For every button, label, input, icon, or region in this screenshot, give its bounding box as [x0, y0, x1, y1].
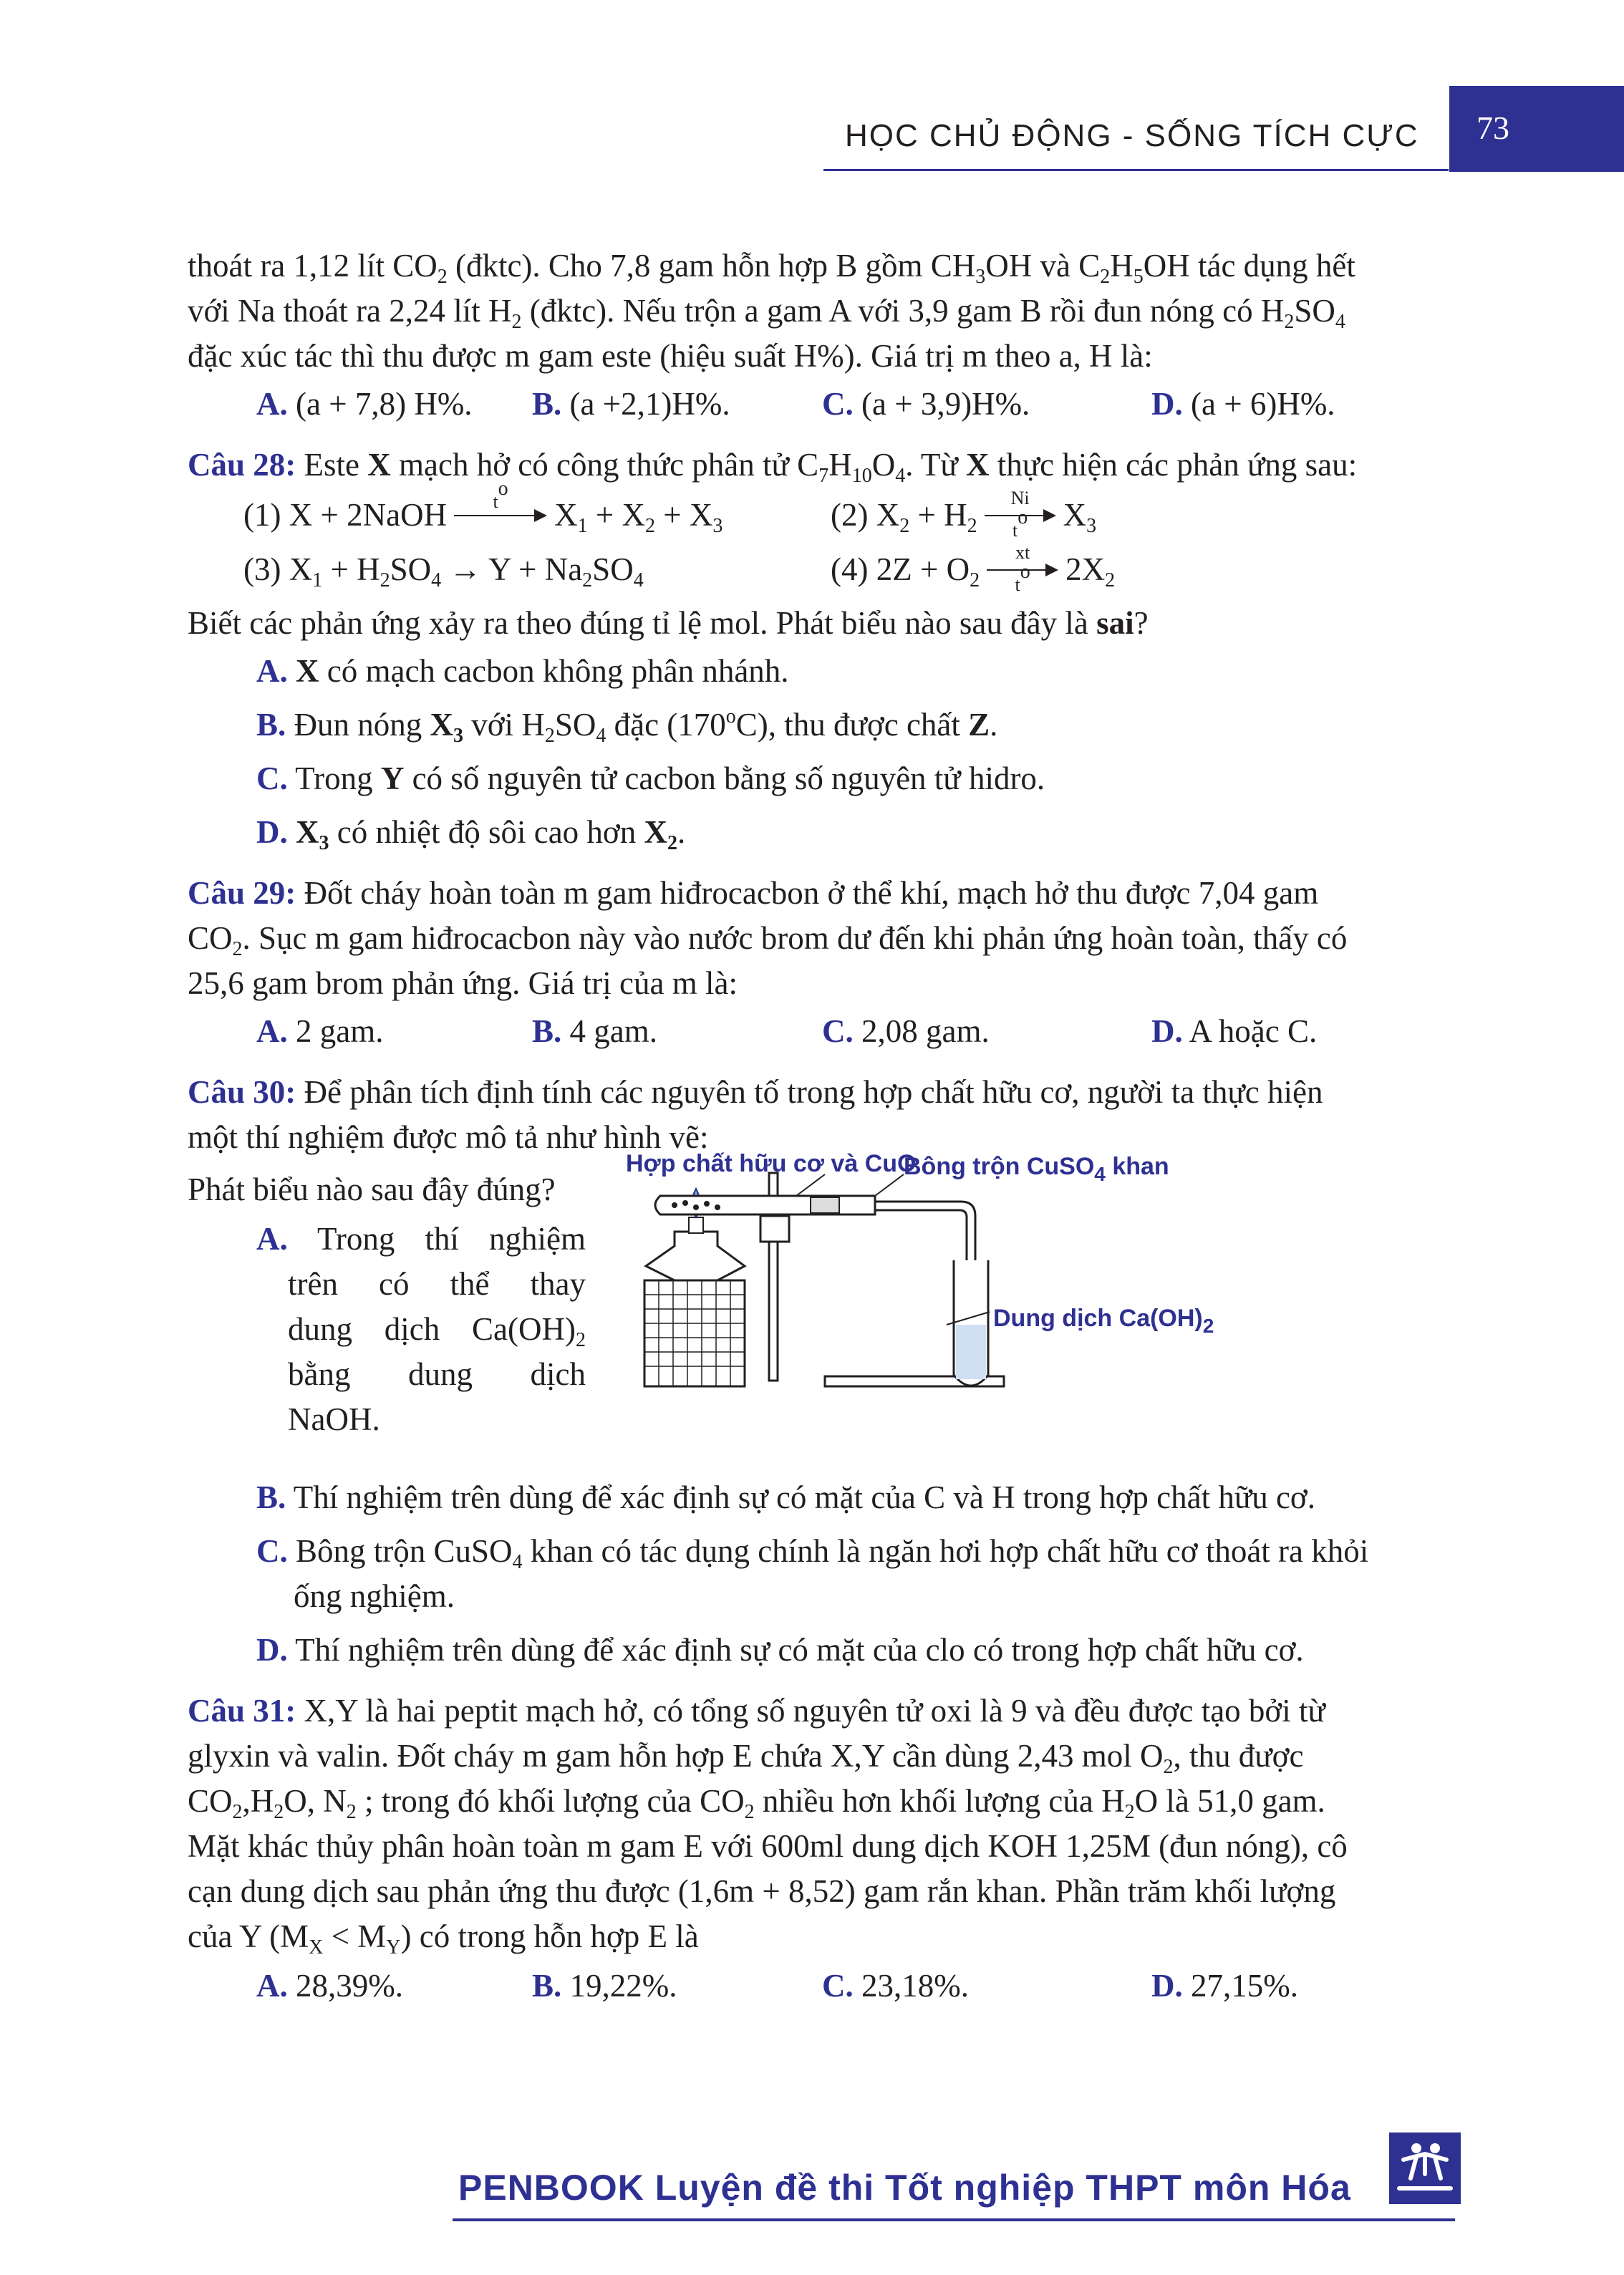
q30-line-2: một thí nghiệm được mô tả như hình vẽ:	[188, 1119, 709, 1155]
q31-line-3: $CO_2,H_2O$, $N_2$ ; trong đó khối lượng của $CO_2$ nhiều hơn khối lượng của $H_2O$ là 51,0 gam.	[188, 1783, 1325, 1823]
limewater	[956, 1325, 986, 1379]
q31-line-1: Câu 31: X,Y là hai peptit mạch hở, có tổng số nguyên tử oxi là 9 và đều được tạo bởi từ	[188, 1693, 1325, 1729]
label-cotton-cuso4: Bông trộn CuSO$_4$ khan	[904, 1153, 1169, 1185]
option-b[interactable]: B. 4 gam.	[532, 1013, 657, 1049]
q30-figure-block	[188, 1150, 1473, 1475]
option-c[interactable]: C. (a + 3,9)H%.	[822, 386, 1030, 422]
test-tube	[655, 1196, 875, 1214]
q28-reactions-row-2	[188, 542, 1473, 596]
option-c[interactable]: C. 23,18%.	[822, 1968, 969, 2004]
q29-line-1: Câu 29: Đốt cháy hoàn toàn m gam hiđrocacbon ở thể khí, mạch hở thu được 7,04 gam	[188, 875, 1319, 911]
q30-option-d[interactable]: D. Thí nghiệm trên dùng để xác định sự có mặt của clo có trong hợp chất hữu cơ.	[256, 1632, 1304, 1668]
q31-line-4: Mặt khác thủy phân hoàn toàn m gam E với 600ml dung dịch KOH 1,25M (đun nóng), cô	[188, 1828, 1348, 1864]
option-a[interactable]: A. 28,39%.	[256, 1968, 403, 2004]
reaction-2: (2) $X_2 + H_2$ Ni $t^o$ $X_3$	[831, 488, 1097, 541]
q28-option-b[interactable]: B. Đun nóng $X_3$ với $H_2SO_4$ đặc (170$^o$C), thu được chất Z.	[256, 705, 998, 747]
footer-rule	[453, 2218, 1455, 2221]
q29-line-2: $CO_2$. Sục m gam hiđrocacbon này vào nước brom dư đến khi phản ứng hoàn toàn, thấy có	[188, 920, 1348, 960]
q28-option-d[interactable]: D. $X_3$ có nhiệt độ sôi cao hơn $X_2$.	[256, 814, 686, 854]
q30-question: Phát biểu nào sau đây đúng?	[188, 1172, 556, 1207]
q27-options	[188, 382, 1473, 427]
option-d[interactable]: D. A hoặc C.	[1151, 1013, 1318, 1049]
reaction-3: (3) $X_1 + H_2SO_4 \to Y + Na_2SO_4$	[243, 551, 644, 591]
q27-line-3: đặc xúc tác thì thu được m gam este (hiệu suất H%). Giá trị m theo a, H là:	[188, 338, 1153, 374]
q30-label: Câu 30:	[188, 1074, 296, 1110]
q29-line-3: 25,6 gam brom phản ứng. Giá trị của m là:	[188, 965, 738, 1001]
clamp	[760, 1216, 789, 1242]
q31-label: Câu 31:	[188, 1693, 296, 1729]
q31-line-2: glyxin và valin. Đốt cháy m gam hỗn hợp E chứa X,Y cần dùng 2,43 mol $O_2$, thu được	[188, 1738, 1304, 1778]
label-organic-compound-cuo: Hợp chất hữu cơ và CuO	[626, 1150, 917, 1177]
arrow-xt-heat: xt $t^o$	[987, 555, 1058, 584]
arrow-ni-heat: Ni $t^o$	[985, 501, 1056, 529]
option-c[interactable]: C. 2,08 gam.	[822, 1013, 990, 1049]
burner-stand	[644, 1280, 745, 1386]
option-d[interactable]: D. (a + 6)H%.	[1151, 386, 1335, 422]
q28-option-a[interactable]: A. X có mạch cacbon không phân nhánh.	[256, 653, 789, 689]
page-number-tab	[1449, 86, 1624, 172]
arrow-heat: $t^o$	[454, 501, 547, 529]
q28-label: Câu 28:	[188, 447, 296, 483]
reaction-4: (4) $2Z + O_2$ xt $t^o$ $2X_2$	[831, 542, 1116, 595]
q29-options	[188, 1009, 1473, 1054]
label-limewater: Dung dịch $Ca(OH)_2$	[993, 1305, 1214, 1337]
page-number: 73	[1476, 110, 1509, 146]
lamp-wick	[689, 1217, 703, 1233]
option-a[interactable]: A. (a + 7,8) H%.	[256, 386, 473, 422]
q27-line-1: thoát ra 1,12 lít $CO_2$ (đktc). Cho 7,8 gam hỗn hợp B gồm $CH_3OH$ và $C_2H_5OH$ tác dụng hết	[188, 248, 1355, 288]
q28-reactions-row-1	[188, 478, 1473, 542]
q31-line-5: cạn dung dịch sau phản ứng thu được (1,6m + 8,52) gam rắn khan. Phần trăm khối lượng	[188, 1873, 1336, 1909]
q30-left-column	[188, 1160, 596, 1442]
q30-option-c[interactable]: C. Bông trộn CuSO$_4$ khan có tác dụng chính là ngăn hơi hợp chất hữu cơ thoát ra khỏi ống nghiệm.	[256, 1533, 1369, 1614]
q31-line-6: của Y $(M_X < M_Y)$ có trong hỗn hợp E là	[188, 1918, 699, 1958]
running-header: HỌC CHỦ ĐỘNG - SỐNG TÍCH CỰC	[845, 118, 1419, 153]
experiment-figure	[626, 1146, 1398, 1404]
spirit-lamp	[646, 1232, 745, 1280]
q31-options	[188, 1964, 1473, 2009]
reaction-1: (1) X + 2NaOH $t^o$ $X_1 + X_2 + X_3$	[243, 478, 723, 537]
option-b[interactable]: B. (a +2,1)H%.	[532, 386, 730, 422]
cotton-plug	[811, 1197, 839, 1213]
option-a[interactable]: A. 2 gam.	[256, 1013, 384, 1049]
q28-question: Biết các phản ứng xảy ra theo đúng tỉ lệ mol. Phát biểu nào sau đây là sai?	[188, 605, 1149, 641]
q30-option-b[interactable]: B. Thí nghiệm trên dùng để xác định sự có mặt của C và H trong hợp chất hữu cơ.	[256, 1479, 1315, 1515]
header-rule	[823, 169, 1449, 171]
penbook-logo-icon	[1389, 2132, 1461, 2204]
option-b[interactable]: B. 19,22%.	[532, 1968, 677, 2004]
q28-option-c[interactable]: C. Trong Y có số nguyên tử cacbon bằng số nguyên tử hidro.	[256, 760, 1045, 796]
footer-title: PENBOOK Luyện đề thi Tốt nghiệp THPT môn Hóa	[458, 2168, 1351, 2208]
q27-line-2: với Na thoát ra 2,24 lít $H_2$ (đktc). Nếu trộn a gam A với 3,9 gam B rồi đun nóng có $H_2SO_4$	[188, 293, 1345, 333]
q28-stem-line: Câu 28: Este X mạch hở có công thức phân tử $C_7H_{10}O_4$. Từ X thực hiện các phản ứng sau:	[188, 447, 1358, 487]
q30-option-a[interactable]: A. Trong thí nghiệm trên có thể thay dung dịch $Ca(OH)_2$ bằng dung dịch NaOH.	[256, 1221, 586, 1437]
option-d[interactable]: D. 27,15%.	[1151, 1968, 1298, 2004]
q29-label: Câu 29:	[188, 875, 296, 911]
q30-line-1: Câu 30: Để phân tích định tính các nguyên tố trong hợp chất hữu cơ, người ta thực hiện	[188, 1074, 1323, 1110]
page-content	[188, 243, 1473, 2009]
